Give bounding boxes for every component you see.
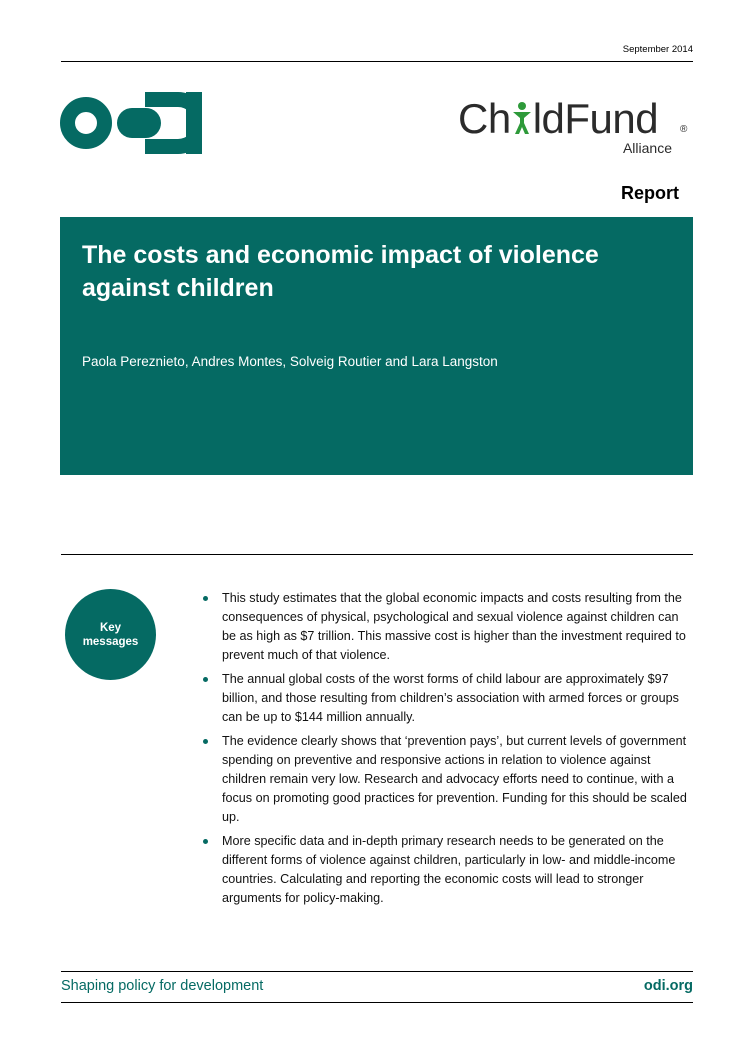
section-divider — [61, 554, 693, 555]
report-title: The costs and economic impact of violence against children — [82, 241, 599, 302]
publication-date: September 2014 — [622, 44, 693, 55]
list-item — [200, 732, 695, 827]
authors-line: Paola Pereznieto, Andres Montes, Solveig Routier and Lara Langston — [82, 354, 498, 369]
bullet-icon — [203, 596, 208, 601]
list-item — [200, 832, 695, 908]
footer-bottom-divider — [61, 1002, 693, 1003]
bullet-icon — [203, 739, 208, 744]
footer-top-divider — [61, 971, 693, 972]
list-item — [200, 589, 695, 665]
childfund-text-start: Ch — [458, 95, 511, 142]
top-divider — [61, 61, 693, 62]
key-message-text: This study estimates that the global economic impacts and costs resulting from the consequences of physical, psychological and sexual violence against children can be as high as $7 trillion. This massive cost is higher than the investment required to prevent much of that violence. — [222, 591, 686, 662]
bullet-icon — [203, 839, 208, 844]
childfund-alliance-logo — [458, 97, 694, 161]
footer-site-link[interactable]: odi.org — [643, 978, 693, 994]
key-message-text: The evidence clearly shows that ‘prevention pays’, but current levels of government spending on preventive and responsive actions in relation to violence against children remain very low. Research and advocacy efforts need to continue, with a focus on promoting good practices for prevention. Funding for this should be scaled up. — [222, 734, 687, 824]
registered-mark: ® — [680, 124, 688, 135]
key-messages-list — [200, 589, 695, 913]
report-type-label: Report — [621, 183, 679, 203]
child-figure-icon — [511, 101, 533, 135]
title-panel — [60, 217, 693, 475]
footer-tagline: Shaping policy for development — [61, 978, 264, 994]
odi-logo — [60, 92, 202, 154]
childfund-alliance-text: Alliance — [622, 140, 672, 156]
key-message-text: The annual global costs of the worst forms of child labour are approximately $97 billion, and those resulting from children’s association with armed forces or groups can be up to $144 million annually. — [222, 672, 679, 724]
childfund-wordmark — [458, 97, 658, 141]
key-messages-label: Key messages — [82, 621, 139, 648]
key-messages-badge — [65, 589, 156, 680]
bullet-icon — [203, 677, 208, 682]
childfund-text-end: ldFund — [532, 95, 659, 142]
list-item — [200, 670, 695, 727]
key-message-text: More specific data and in-depth primary research needs to be generated on the different forms of violence against children, particularly in low- and middle-income countries. Calculating and reporting the economic costs will lead to stronger arguments for policy-making. — [222, 834, 676, 905]
